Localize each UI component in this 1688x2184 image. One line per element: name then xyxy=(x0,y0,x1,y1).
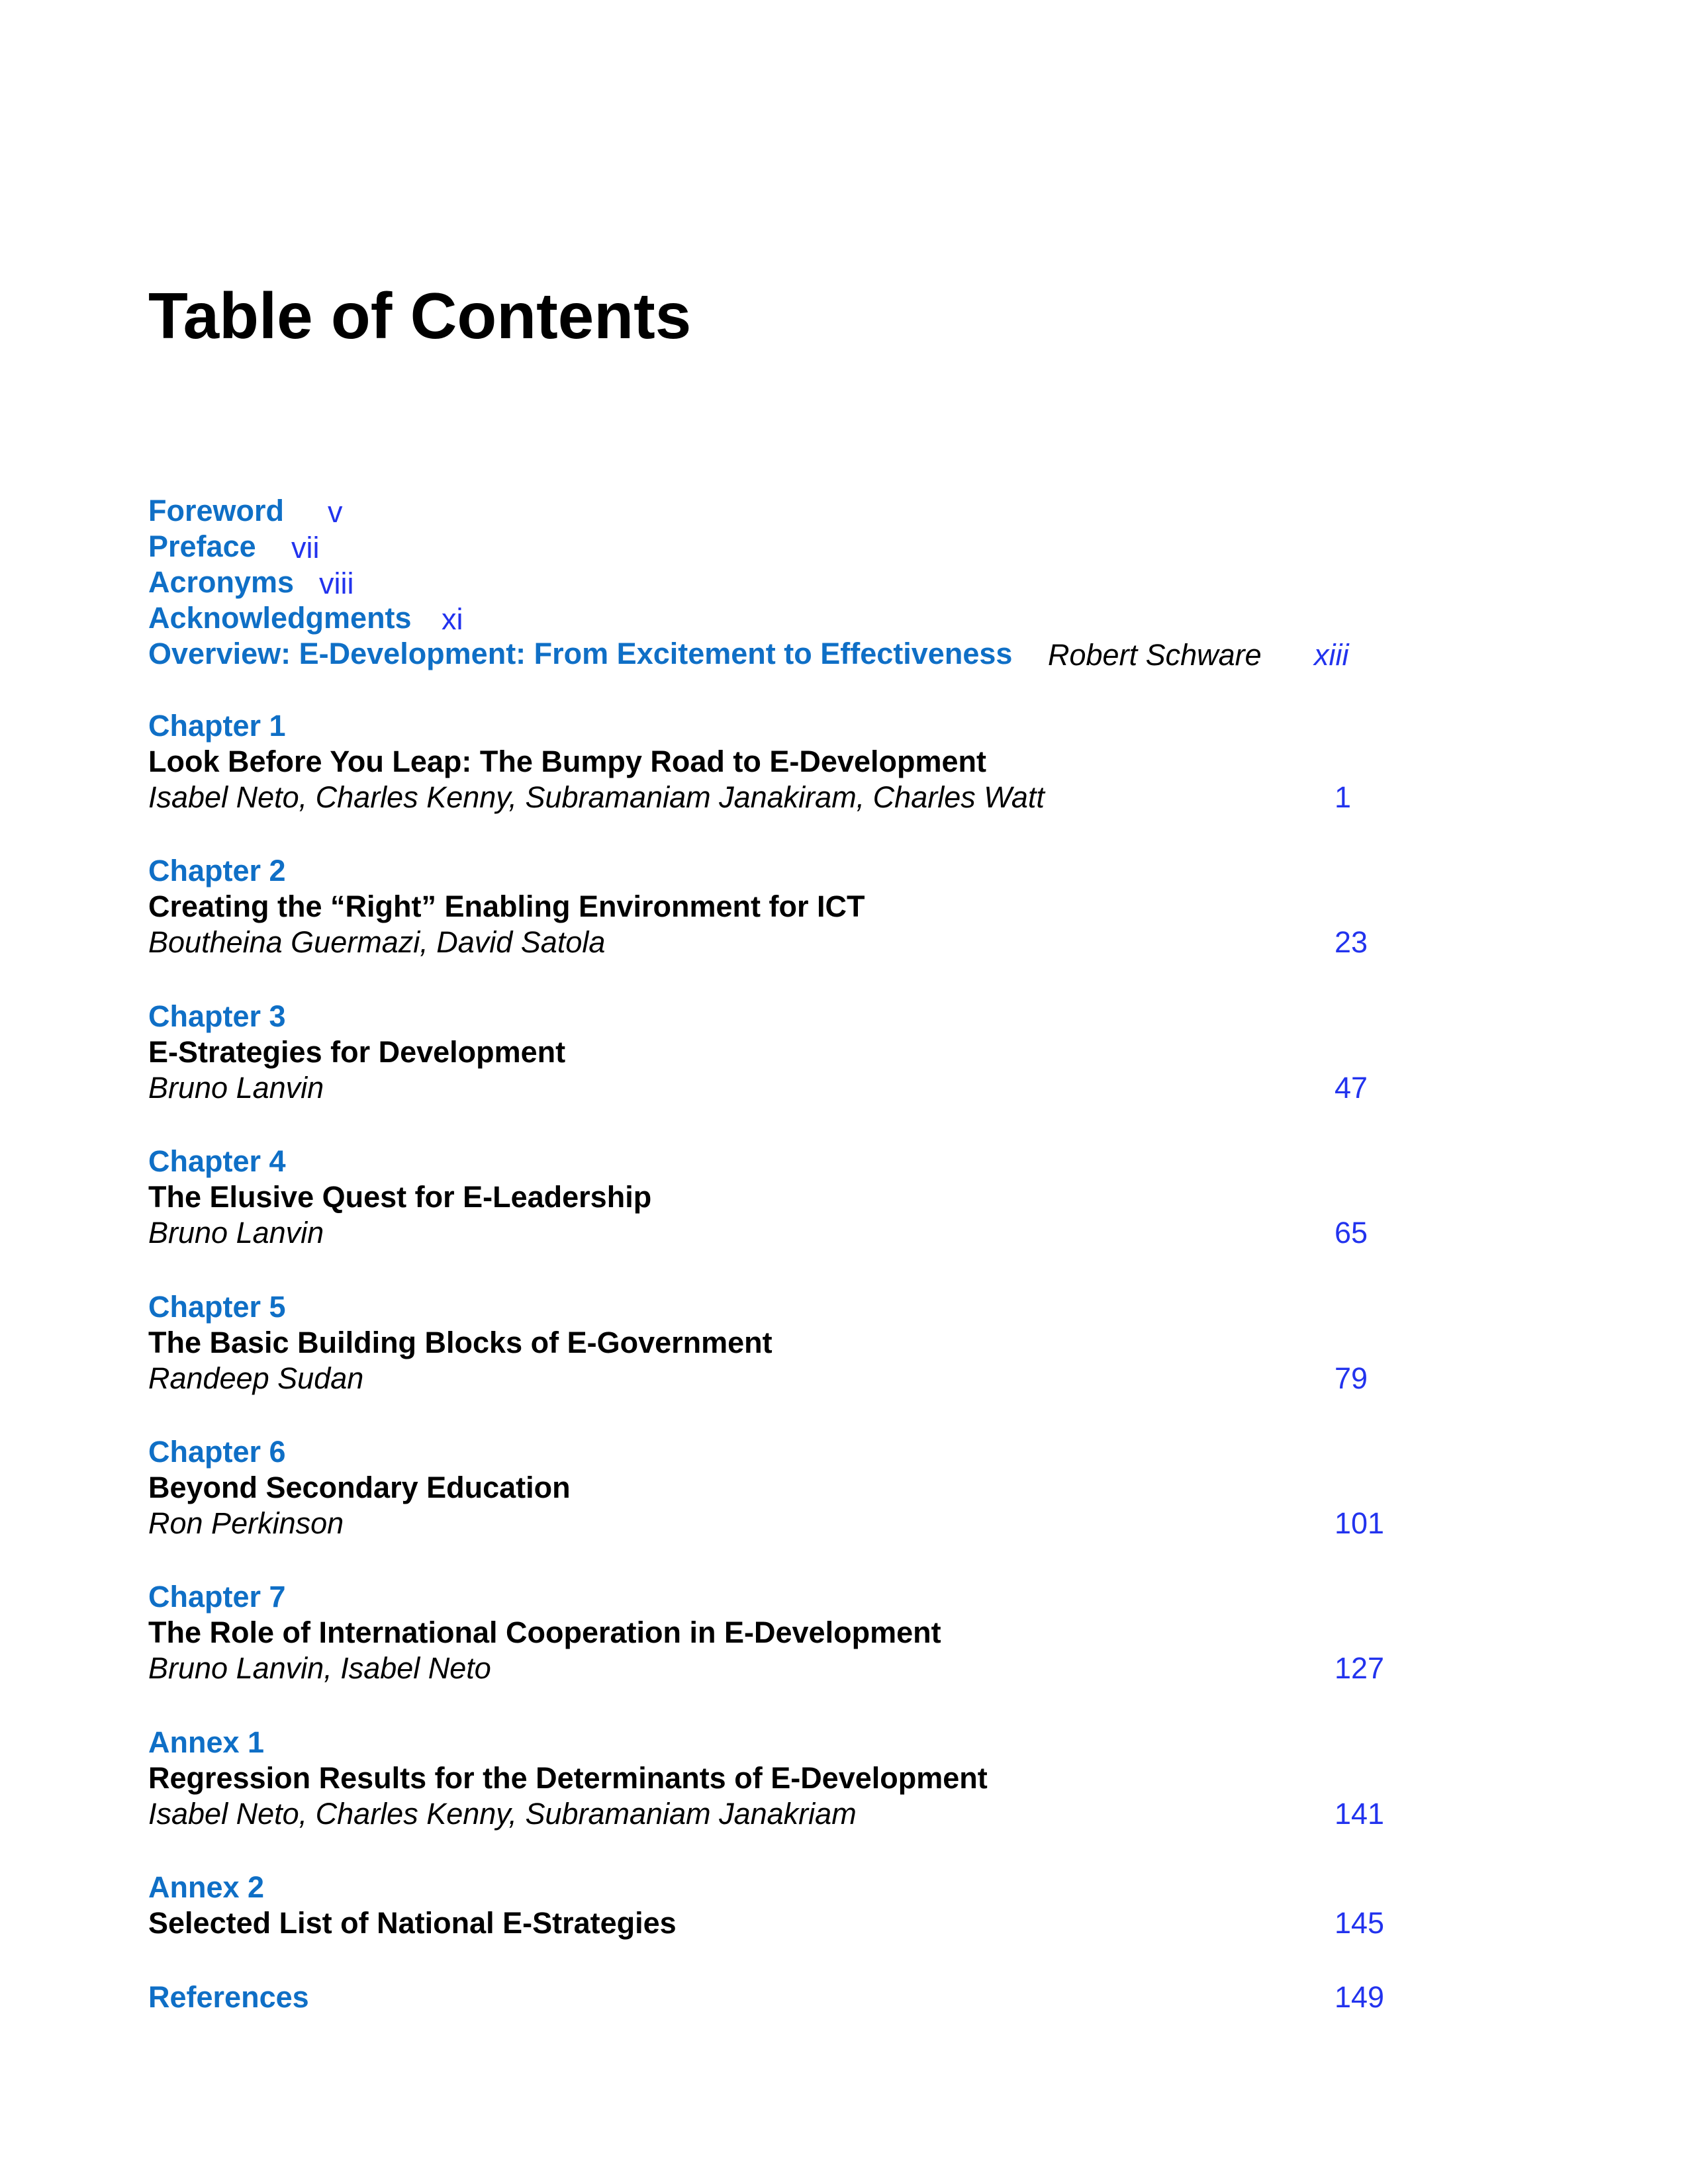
toc-chapter-1-authors: Isabel Neto, Charles Kenny, Subramaniam Janakiram, Charles Watt xyxy=(148,780,1045,814)
toc-page-foreword[interactable]: v xyxy=(328,495,343,529)
toc-chapter-4-label[interactable]: Chapter 4 xyxy=(148,1144,286,1178)
toc-references-page[interactable]: 149 xyxy=(1335,1980,1385,2014)
toc-chapter-4-title: The Elusive Quest for E-Leadership xyxy=(148,1180,652,1214)
toc-page-acronyms[interactable]: viii xyxy=(319,567,354,600)
toc-chapter-7-page[interactable]: 127 xyxy=(1335,1651,1385,1685)
toc-annex-1-authors: Isabel Neto, Charles Kenny, Subramaniam Janakriam xyxy=(148,1797,857,1831)
toc-chapter-5-authors: Randeep Sudan xyxy=(148,1361,364,1395)
toc-chapter-7-label[interactable]: Chapter 7 xyxy=(148,1580,286,1614)
toc-chapter-1-title: Look Before You Leap: The Bumpy Road to E-Development xyxy=(148,745,986,778)
toc-annex-2-label[interactable]: Annex 2 xyxy=(148,1870,265,1904)
toc-chapter-3-page[interactable]: 47 xyxy=(1335,1071,1368,1105)
page-title: Table of Contents xyxy=(148,279,692,352)
toc-chapter-6-page[interactable]: 101 xyxy=(1335,1506,1385,1540)
toc-chapter-2-page[interactable]: 23 xyxy=(1335,925,1368,959)
toc-chapter-1-page[interactable]: 1 xyxy=(1335,780,1352,814)
toc-page-preface[interactable]: vii xyxy=(291,531,320,565)
toc-author-overview: Robert Schware xyxy=(1048,638,1262,672)
toc-chapter-6-authors: Ron Perkinson xyxy=(148,1506,344,1540)
toc-link-acronyms[interactable]: Acronyms xyxy=(148,565,295,599)
toc-annex-1-page[interactable]: 141 xyxy=(1335,1797,1385,1831)
toc-chapter-5-page[interactable]: 79 xyxy=(1335,1361,1368,1395)
toc-chapter-6-label[interactable]: Chapter 6 xyxy=(148,1435,286,1469)
toc-chapter-6-title: Beyond Secondary Education xyxy=(148,1471,571,1504)
toc-page-overview[interactable]: xiii xyxy=(1314,638,1349,672)
toc-link-foreword[interactable]: Foreword xyxy=(148,494,285,527)
toc-annex-2-page[interactable]: 145 xyxy=(1335,1906,1385,1940)
toc-chapter-2-authors: Boutheina Guermazi, David Satola xyxy=(148,925,606,959)
toc-chapter-4-page[interactable]: 65 xyxy=(1335,1216,1368,1250)
toc-annex-1-label[interactable]: Annex 1 xyxy=(148,1725,265,1759)
toc-chapter-4-authors: Bruno Lanvin xyxy=(148,1216,324,1250)
toc-chapter-2-title: Creating the “Right” Enabling Environment for ICT xyxy=(148,889,865,923)
toc-page-acknowledgments[interactable]: xi xyxy=(442,602,463,636)
toc-annex-2-title: Selected List of National E-Strategies xyxy=(148,1906,677,1940)
toc-chapter-7-authors: Bruno Lanvin, Isabel Neto xyxy=(148,1651,491,1685)
toc-link-preface[interactable]: Preface xyxy=(148,529,256,563)
toc-link-acknowledgments[interactable]: Acknowledgments xyxy=(148,601,412,635)
toc-annex-1-title: Regression Results for the Determinants of E-Development xyxy=(148,1761,988,1795)
toc-link-overview[interactable]: Overview: E-Development: From Excitement to Effectiveness xyxy=(148,637,1013,670)
toc-chapter-2-label[interactable]: Chapter 2 xyxy=(148,854,286,887)
toc-chapter-5-title: The Basic Building Blocks of E-Government xyxy=(148,1326,773,1359)
toc-chapter-3-title: E-Strategies for Development xyxy=(148,1035,566,1069)
toc-chapter-3-authors: Bruno Lanvin xyxy=(148,1071,324,1105)
toc-chapter-3-label[interactable]: Chapter 3 xyxy=(148,999,286,1033)
toc-references-label[interactable]: References xyxy=(148,1980,309,2014)
toc-chapter-5-label[interactable]: Chapter 5 xyxy=(148,1290,286,1324)
toc-chapter-1-label[interactable]: Chapter 1 xyxy=(148,709,286,743)
toc-chapter-7-title: The Role of International Cooperation in E-Development xyxy=(148,1615,941,1649)
